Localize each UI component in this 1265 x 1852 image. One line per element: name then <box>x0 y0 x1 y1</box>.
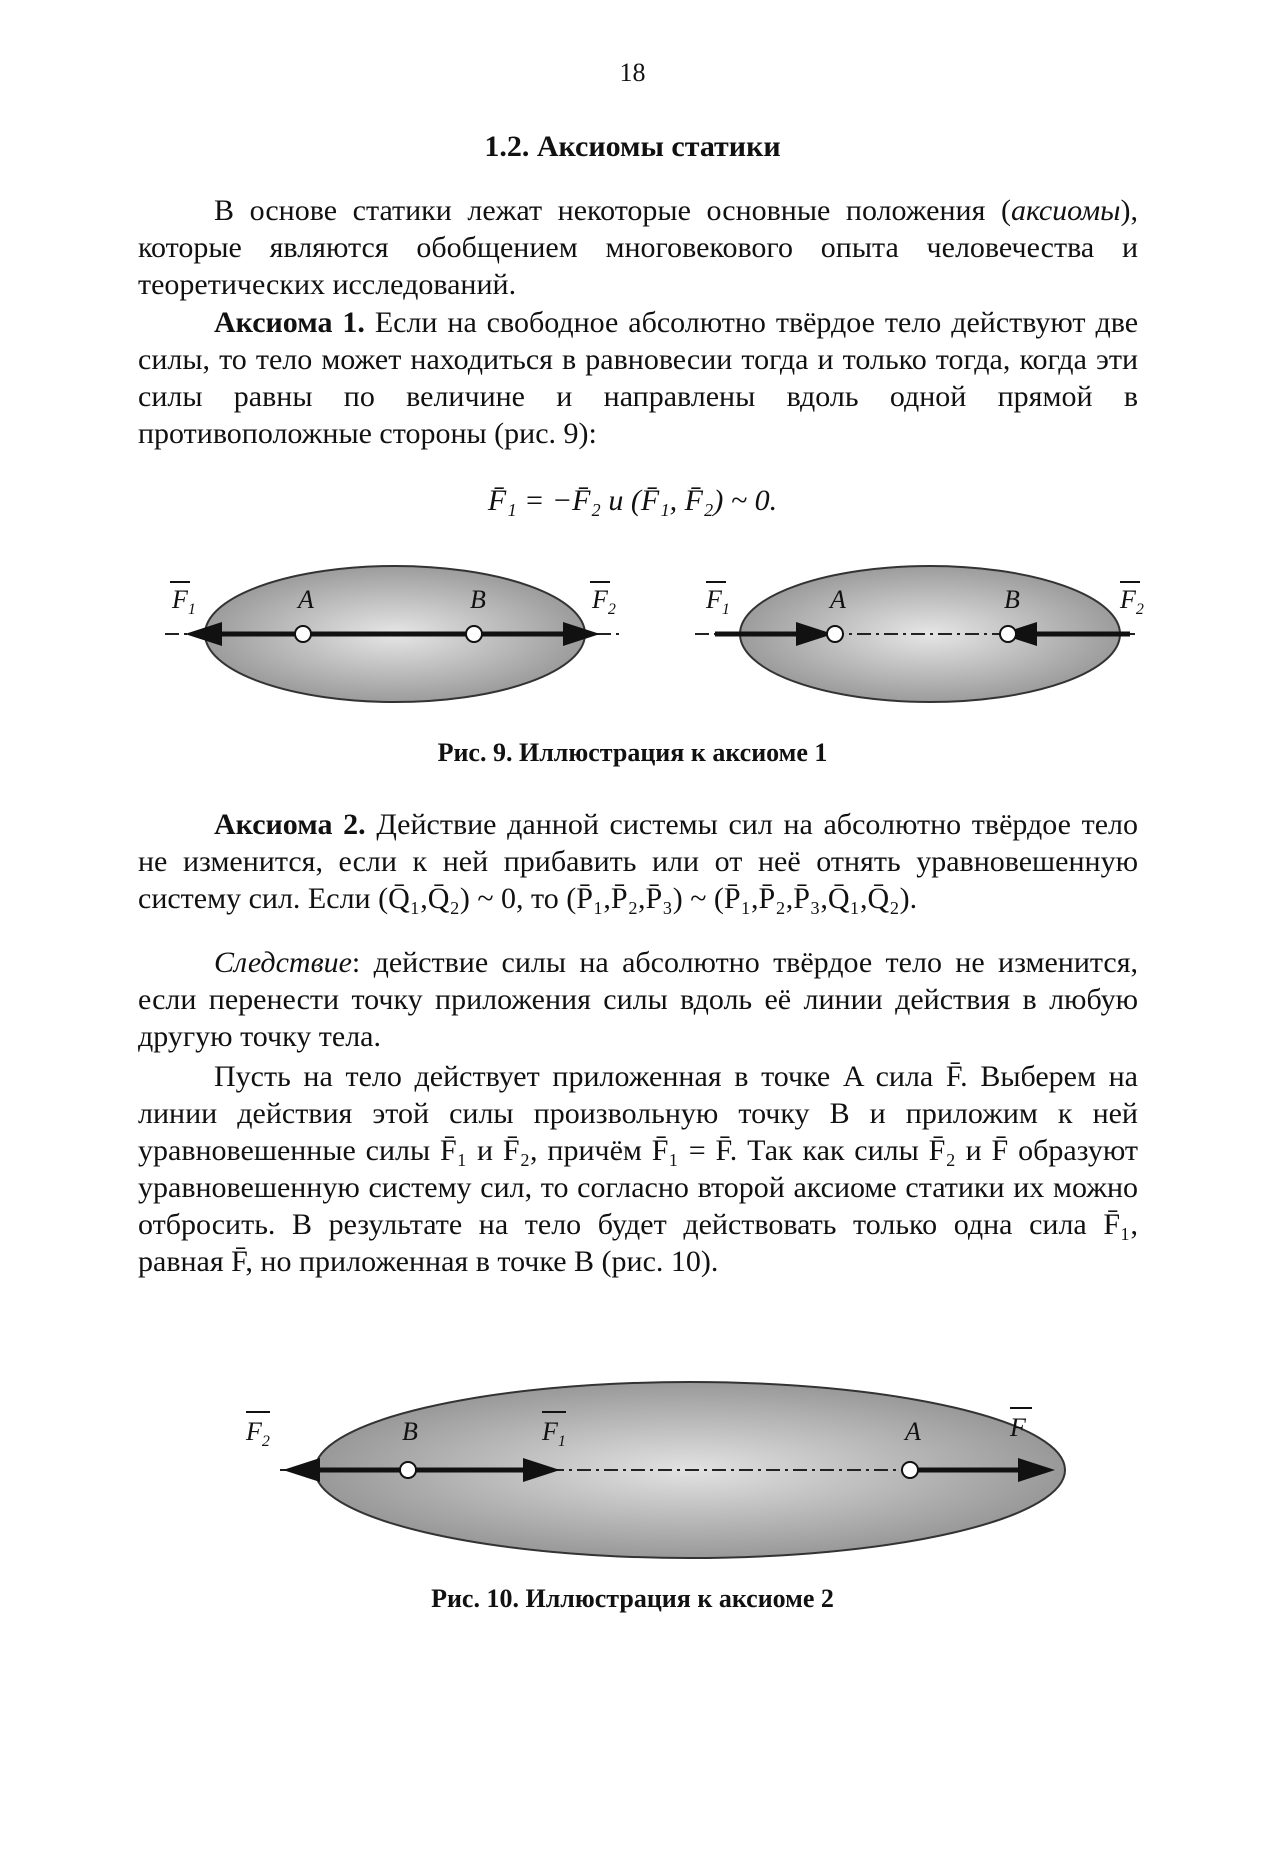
svg-text:F2 <box>1119 585 1144 618</box>
intro-italic: аксиомы <box>1010 194 1121 227</box>
axiom1-label: Аксиома 1. <box>214 306 365 339</box>
fig9-right-f1: F <box>706 585 722 614</box>
fig10-f1: F <box>542 1417 558 1446</box>
fig9-left-a: A <box>298 585 314 614</box>
svg-text:F2 <box>245 1417 270 1450</box>
fig10-point-a <box>902 1462 918 1478</box>
formula-1: F̄₁ = −F̄₂ и (F̄₁, F̄₂) ~ 0. <box>487 484 778 517</box>
corollary-text: : действие силы на абсолютно твёрдое тело не изменится, если перенести точку приложения силы вдоль её линии действия в любую другую точку тела. <box>138 946 1138 1053</box>
axiom1-text: Если на свободное абсолютно твёрдое тело действуют две силы, то тело может находиться в равновесии тогда и только тогда, когда эти силы равны по величине и направлены вдоль одной прямой в противоположные стороны (рис. 9): <box>138 306 1139 450</box>
fig9-left-f1-sub: 1 <box>187 601 196 618</box>
axiom1-paragraph <box>138 304 1138 452</box>
fig9-left-f2-sub: 2 <box>607 601 616 618</box>
figure-10 <box>0 1370 1265 1570</box>
figure-9 <box>0 540 1265 740</box>
corollary-paragraph <box>138 944 1138 1055</box>
fig10-caption: Рис. 10. Иллюстрация к аксиоме 2 <box>431 1584 834 1613</box>
fig9-right-f2-sub: 2 <box>1135 601 1144 618</box>
intro-text-before: В основе статики лежат некоторые основные положения ( <box>214 194 1011 227</box>
main-paragraph-text: Пусть на тело действует приложенная в точке A сила F̄. Выберем на линии действия этой силы произвольную точку B и приложим к ней уравновешенные силы F̄₁ и F̄₂, причём F̄₁ = F̄. Так как силы F̄₂ и F̄ образуют уравновешенную систему сил, то согласно второй аксиоме статики их можно отбросить. В результате на тело будет действовать только одна сила F̄₁, равная F̄, но приложенная в точке B (рис. 10). <box>138 1060 1138 1278</box>
axiom2-text: Действие данной системы сил на абсолютно твёрдое тело не изменится, если к ней прибавить или от неё отнять уравновешенную систему сил. Если (Q̄₁,Q̄₂) ~ 0, то (P̄₁,P̄₂,P̄₃) ~ (P̄₁,P̄₂,P̄₃,Q̄₁,Q̄₂). <box>138 808 1139 915</box>
svg-text:F1 <box>705 585 730 618</box>
fig9-caption: Рис. 9. Иллюстрация к аксиоме 1 <box>437 738 828 767</box>
fig10-point-b <box>400 1462 416 1478</box>
fig10-f: F <box>1010 1413 1026 1442</box>
fig9-right-body <box>695 566 1144 702</box>
page-number: 18 <box>619 58 646 87</box>
fig9-left-b: B <box>470 585 486 614</box>
main-paragraph <box>138 1058 1138 1280</box>
fig10-f2: F <box>246 1417 262 1446</box>
axiom2-paragraph <box>138 806 1138 917</box>
fig10-f2-arrowhead <box>283 1458 320 1482</box>
fig9-right-a: A <box>830 585 846 614</box>
corollary-label: Следствие <box>214 946 352 979</box>
svg-text:F1 <box>171 585 196 618</box>
axiom2-label: Аксиома 2. <box>214 808 366 841</box>
fig9-right-f2: F <box>1120 585 1136 614</box>
fig10-b-label: B <box>402 1417 418 1446</box>
fig9-left-f2: F <box>592 585 608 614</box>
fig9-left-body <box>165 566 620 702</box>
fig10-f1-sub: 1 <box>557 1433 566 1450</box>
svg-text:F2 <box>591 585 616 618</box>
fig10-a-label: A <box>905 1417 921 1446</box>
fig9-left-f1: F <box>172 585 188 614</box>
fig10-f2-sub: 2 <box>261 1433 270 1450</box>
fig9-right-b: B <box>1004 585 1020 614</box>
intro-text-after: ), которые являются обобщением многовекового опыта человечества и теоретических исследований. <box>138 194 1138 301</box>
section-title: 1.2. Аксиомы статики <box>484 130 781 163</box>
intro-paragraph <box>138 192 1138 303</box>
fig9-right-f1-sub: 1 <box>721 601 730 618</box>
